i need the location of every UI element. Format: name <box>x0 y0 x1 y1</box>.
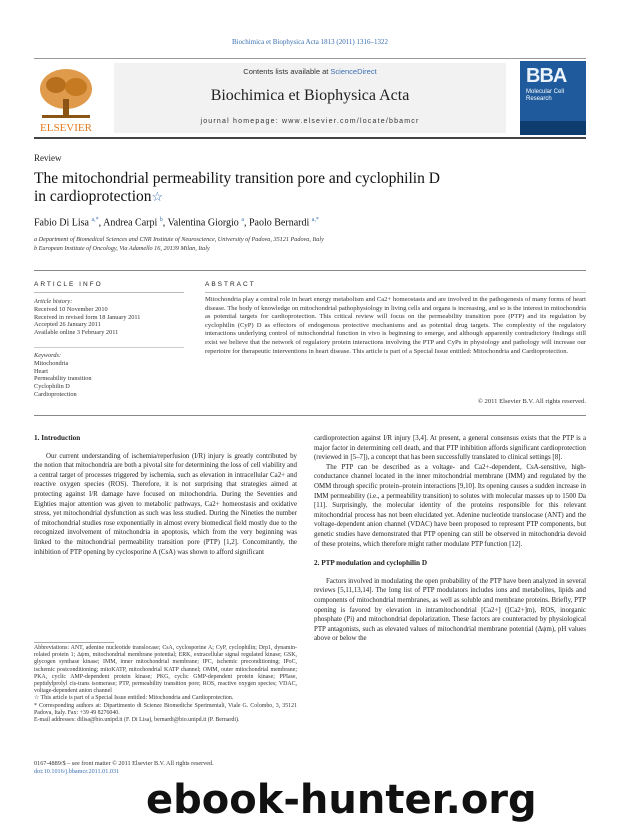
copyright: © 2011 Elsevier B.V. All rights reserved. <box>477 398 586 405</box>
author-name: Fabio Di Lisa <box>34 217 89 229</box>
cover-subtitle: Molecular Cell Research <box>526 89 565 102</box>
affiliation-b: b European Institute of Oncology, Via Adamello 16, 20139 Milan, Italy <box>34 244 210 252</box>
paragraph: Our current understanding of ischemia/reperfusion (I/R) injury is greatly contributed by the notion that mitochondria are both a pivotal site for determining the loss of cell viability and a central target of processes triggered by ischemia, such as elevation in intracellular Ca2+ and reactive oxygen species (ROS). Therefore, it is not surprising that strategies aimed at protecting against I/R damage have focused on mitochondria. During the Seventies and Eighties major attention was given to metabolic pathways, Ca2+ homeostasis and oxidative stress, yet mitochondrial dysfunction as such was less studied. During the Nineties the number of mitochondrial studies rose exponentially in almost every biomedical field mostly due to the recognized involvement of mitochondria in apoptosis, which from the very beginning was linked to the mitochondrial permeability transition pore (PTP) [1,2]. Concomitantly, the inhibition of PTP opening by cyclosporine A (CsA) was shown to afford significant <box>34 452 297 556</box>
keyword: Mitochondria <box>34 359 69 367</box>
paragraph: cardioprotection against I/R injury [3,4]. At present, a general consensus exists that the PTP is a major factor in determining cell death, and that PTP inhibition affords significant cardioprotection (reviewed in [5–7]), a concept that has been successfully translated to clinical settings [8]. <box>314 435 586 462</box>
keyword: Heart <box>34 367 48 375</box>
watermark-text: ebook-hunter.org <box>146 777 537 823</box>
divider <box>34 270 586 271</box>
history-item: Accepted 26 January 2011 <box>34 321 101 329</box>
paragraph: The PTP can be described as a voltage- and Ca2+-dependent, CsA-sensitive, high-conductance channel located in the inner mitochondrial membrane (IMM) and regulated by the OMM through specific protein–protein interactions [9,10]. Its opening causes a sudden increase in IMM permeability (i.e., a permeability transition) to solutes with molecular masses up to 1500 Da [11]. Surprisingly, the molecular identity of the proteins responsible for this relevant mitochondrial process has not been elucidated yet. Adenine nucleotide translocase (ANT) and the voltage-dependent anion channel (VDAC) have been proposed to represent PTP components, but genetic studies have demonstrated that PTP opening can still be observed in mitochondria devoid of these proteins, which therefore might rather modulate PTP function [12]. <box>314 463 586 548</box>
issn-line: 0167-4889/$ – see front matter © 2011 Elsevier B.V. All rights reserved. <box>34 760 214 767</box>
affiliation-a: a Department of Biomedical Sciences and CNR Institute of Neuroscience, University of Padova, 35121 Padova, Italy <box>34 236 324 243</box>
doi-link[interactable]: doi:10.1016/j.bbamcr.2011.01.031 <box>34 768 120 775</box>
cover-strip <box>520 121 586 135</box>
abstract-heading: ABSTRACT <box>205 281 256 288</box>
section-heading-introduction: 1. Introduction <box>34 434 81 442</box>
history-item: Received in revised form 18 January 2011 <box>34 313 141 321</box>
bba-cover-image <box>520 61 586 135</box>
keyword: Cardioprotection <box>34 390 77 398</box>
journal-homepage[interactable]: journal homepage: www.elsevier.com/locate/bbamcr <box>200 118 420 125</box>
author-name: Andrea Carpi <box>103 217 158 229</box>
divider <box>34 292 184 293</box>
paragraph: Factors involved in modulating the open probability of the PTP have been analyzed in several reviews [5,11,13,14]. The long list of PTP modulators includes ions and metabolites, lipids and components of mitochondrial membranes, as well as soluble and membrane proteins. Briefly, PTP opening is favored by elevation in intramitochondrial [Ca2+] ([Ca2+]m), ROS, inorganic phosphate (Pi) and mitochondrial depolarization. These factors are counteracted by physiological PTP antagonists, such as elevated values of mitochondrial membrane potential (Δψm), pH values above or below the <box>314 577 586 643</box>
journal-banner <box>114 63 506 133</box>
affiliations <box>34 236 586 253</box>
right-column <box>314 434 586 644</box>
cover-title: BBA <box>526 65 567 87</box>
footnote-divider <box>34 642 114 643</box>
elsevier-wordmark: ELSEVIER <box>40 122 92 134</box>
sciencedirect-link[interactable]: ScienceDirect <box>330 67 377 76</box>
author-name: Valentina Giorgio <box>167 217 239 229</box>
article-title: The mitochondrial permeability transition pore and cyclophilin D in cardioprotection☆ <box>34 170 440 205</box>
author-name: Paolo Bernardi <box>248 217 310 229</box>
contents-line: Contents lists available at ScienceDirect <box>243 67 377 76</box>
history-item: Received 10 November 2010 <box>34 305 108 313</box>
journal-masthead <box>34 58 586 139</box>
special-issue-note: ☆ This article is part of a Special Issue entitled: Mitochondria and Cardioprotection. <box>34 695 234 702</box>
bottom-info <box>34 760 334 776</box>
keywords-label: Keywords: <box>34 351 62 359</box>
abstract-text: Mitochondria play a central role in heart energy metabolism and Ca2+ homeostasis and are involved in the pathogenesis of many forms of heart disease. The body of knowledge on mitochondrial pathophysiology in living cells and organs is increasing, and so is the interest in mitochondria as potential targets for cardioprotection. This critical review will focus on the permeability transition pore (PTP) and its regulation by cyclophilin (CyP) D as effectors of endogenous protective mechanisms and as potential drug targets. The complexity of the regulatory interactions underlying control of mitochondrial function in vivo is beginning to emerge, and although apparently contradictory findings still exist we believe that the network of regulatory protein interactions involving the PTP and CyPs in physiology and pathology will increase our repertoire for therapeutic interventions in heart disease. This article is part of a Special Issue entitled: Mitochondria and Cardioprotection. <box>205 296 586 355</box>
journal-citation[interactable]: Biochimica et Biophysica Acta 1813 (2011) 1316–1322 <box>231 38 389 46</box>
history-label: Article history: <box>34 298 73 305</box>
article-type: Review <box>34 153 62 163</box>
footnotes <box>34 645 297 724</box>
history-item: Available online 3 February 2011 <box>34 329 119 337</box>
email-addresses[interactable]: E-mail addresses: dilisa@bio.unipd.it (F. Di Lisa), bernardi@bio.unipd.it (P. Bernardi). <box>34 717 240 724</box>
abbreviations: Abbreviations: ANT, adenine nucleotide translocase; CsA, cyclosporine A; CyP, cyclophilin; Drp1, dynamin-related protein 1; Δψm, mitochondrial membrane potential; ERK, extracellular signal regulated kinase; GSK, glycogen synthase kinase; IMM, inner mitochondrial membrane; IPC, ischemic preconditioning; IPoC, ischemic postconditioning; mitoKATP, mitochondrial KATP channel; OMM, outer mitochondrial membrane; PKA, cyclic AMP-dependent protein kinase; PKG, cyclic GMP-dependent protein kinase; PPIase, peptidylprolyl cis-trans isomerase; PTP, permeability transition pore; ROS, reactive oxygen species; VDAC, voltage-dependent anion channel <box>34 645 297 695</box>
left-column <box>34 434 297 557</box>
divider <box>34 415 586 416</box>
author-list: Fabio Di Lisa $^{a,*}$, Andrea Carpi $^b$, Valentina Giorgio $^a$, Paolo Bernardi $^{a,*}$ <box>34 217 319 229</box>
watermark <box>146 777 616 823</box>
keyword: Cyclophilin D <box>34 383 70 391</box>
section-heading-ptp: 2. PTP modulation and cyclophilin D <box>314 559 428 568</box>
keyword: Permeability transition <box>34 375 92 383</box>
article-info <box>34 298 184 399</box>
title-star-note-icon[interactable]: ☆ <box>151 189 164 204</box>
journal-title: Biochimica et Biophysica Acta <box>210 87 410 104</box>
elsevier-tree-logo <box>34 63 98 135</box>
divider <box>205 292 586 293</box>
article-info-heading: ARTICLE INFO <box>34 281 103 288</box>
corresponding-authors: * Corresponding authors at: Dipartimento di Scienze Biomediche Sperimentali, Viale G. Colombo, 3, 35121 Padova, Italy. Fax: +39 49 8276040. <box>34 702 297 716</box>
